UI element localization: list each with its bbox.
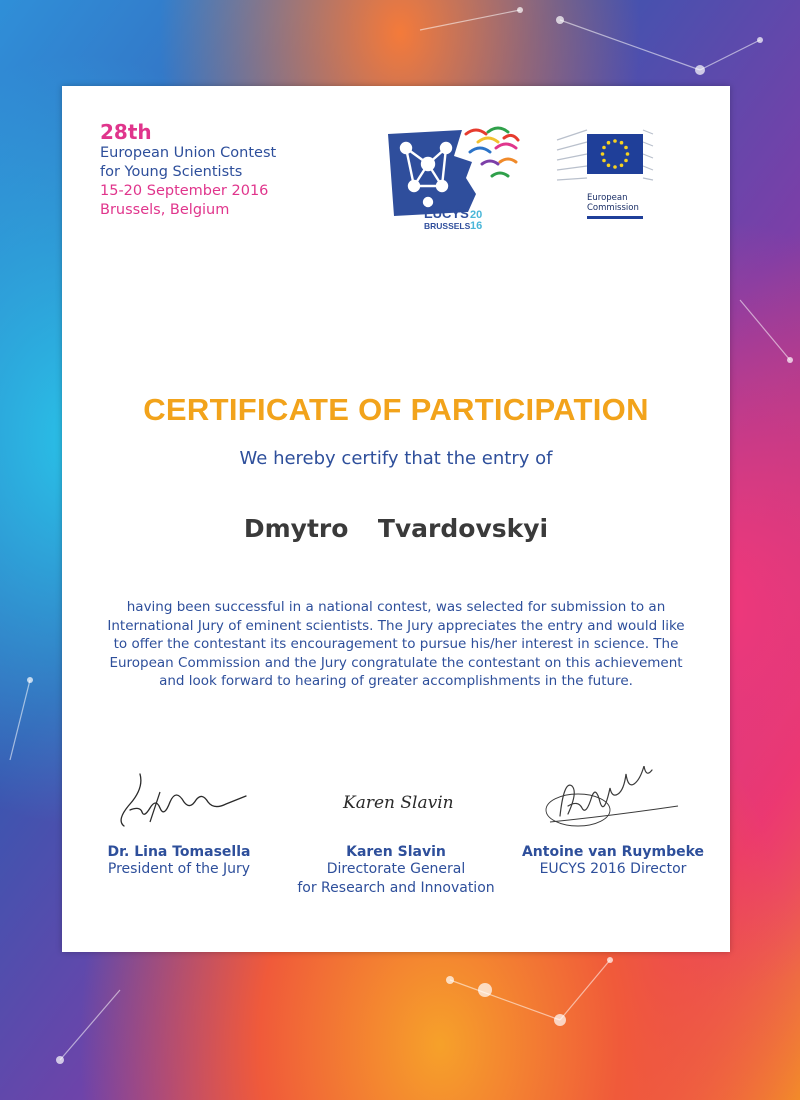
signatory-van-ruymbeke [508, 766, 718, 879]
eucys-logo [384, 120, 524, 232]
signatory-slavin [291, 766, 501, 898]
certificate-sheet [62, 86, 730, 952]
commission-line2: Commission [587, 203, 639, 213]
signatory-role: President of the Jury [107, 861, 251, 877]
contest-name-line1: European Union Contest [100, 145, 277, 161]
eucys-logo-city: BRUSSELS [424, 221, 471, 231]
eucys-logo-year-bottom: 16 [470, 220, 483, 232]
signature-slavin-text: Karen Slavin [343, 793, 454, 813]
signature-slavin-image [321, 766, 471, 836]
eucys-logo-year-top: 20 [470, 209, 483, 221]
signatory-name: Antoine van Ruymbeke [521, 844, 705, 860]
signatory-tomasella [74, 766, 284, 879]
certificate-title: CERTIFICATE OF PARTICIPATION [143, 392, 649, 427]
contest-location: Brussels, Belgium [100, 202, 230, 218]
signatory-role-line2: for Research and Innovation [297, 880, 495, 896]
eucys-logo-text: EUCYS [424, 206, 469, 221]
contest-name-line2: for Young Scientists [100, 164, 243, 180]
signatory-role: EUCYS 2016 Director [539, 861, 687, 877]
commission-line1: European [587, 193, 628, 203]
certificate-body: having been successful in a national contest, was selected for submission to an International Jury of eminent scientists. The Jury appreciates the entry and would like to offer the contestant its encouragement to pursue his/her interest in science. The European Commission and the Jury congratulate the contestant on this achievement and look forward to hearing of greater accomplishments in the future. [107, 599, 685, 689]
signatory-name: Karen Slavin [346, 844, 446, 860]
contest-edition: 28th [100, 120, 152, 144]
signature-tomasella-image [104, 766, 254, 836]
signatory-role: Directorate General [326, 861, 466, 877]
signatory-name: Dr. Lina Tomasella [107, 844, 251, 860]
european-commission-label [587, 193, 639, 213]
contest-dates: 15-20 September 2016 [100, 183, 269, 199]
contest-info [100, 120, 276, 220]
signature-van-ruymbeke-image [538, 766, 688, 836]
recipient-name: Dmytro Tvardovskyi [243, 514, 549, 543]
certify-line: We hereby certify that the entry of [239, 448, 553, 469]
